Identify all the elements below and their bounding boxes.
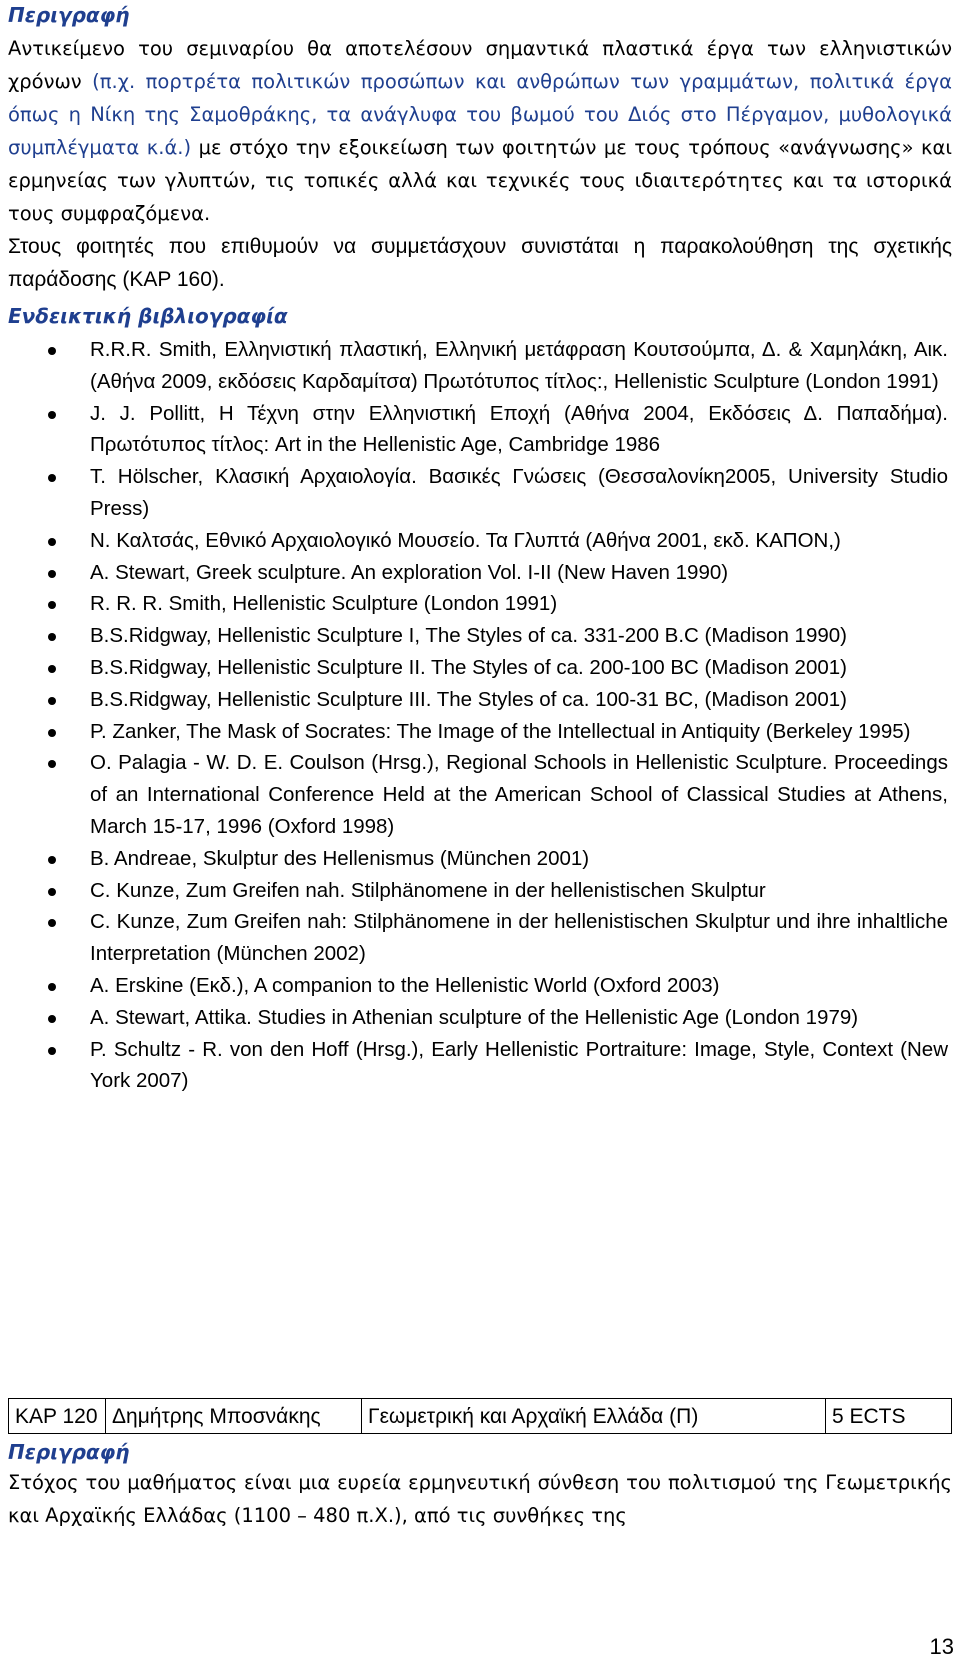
bullet-icon <box>48 697 56 705</box>
bullet-icon <box>48 983 56 991</box>
description-examples: (π.χ. πορτρέτα πολιτικών προσώπων και ανθρώπων των γραμμάτων, πολιτικά έργα όπως η Νίκη της Σαμοθράκης, τα ανάγλυφα του βωμού του Διός στο Πέργαμον, μυθολογικά συμπλέγματα κ.ά.) <box>8 70 952 159</box>
bibliography-item <box>8 588 948 620</box>
bibliography-item <box>8 652 948 684</box>
bibliography-section <box>8 304 952 1097</box>
bibliography-item <box>8 843 948 875</box>
course-title: Γεωμετρική και Αρχαϊκή Ελλάδα (Π) <box>362 1399 826 1433</box>
bibliography-list <box>8 334 952 1097</box>
bibliography-text: A. Stewart, Greek sculpture. An exploration Vol. I-II (New Haven 1990) <box>90 560 729 584</box>
bibliography-text: J. J. Pollitt, Η Τέχνη στην Ελληνιστική Εποχή (Αθήνα 2004, Εκδόσεις Δ. Παπαδήμα). Πρωτότυπος τίτλος: Art in the Hellenistic Age, Cambridge 1986 <box>90 401 948 457</box>
bibliography-item <box>8 1034 948 1098</box>
bullet-icon <box>48 633 56 641</box>
bullet-icon <box>48 538 56 546</box>
bullet-icon <box>48 856 56 864</box>
bullet-icon <box>48 601 56 609</box>
bibliography-item <box>8 970 948 1002</box>
prerequisite-note: Στους φοιτητές που επιθυμούν να συμμετάσχουν συνιστάται η παρακολούθηση της σχετικής παράδοσης (ΚΑΡ 160). <box>8 235 952 291</box>
bibliography-text: P. Schultz - R. von den Hoff (Hrsg.), Early Hellenistic Portraiture: Image, Style, Context (New York 2007) <box>90 1037 948 1093</box>
bibliography-text: A. Erskine (Εκδ.), A companion to the Hellenistic World (Oxford 2003) <box>90 973 720 997</box>
section-description-2 <box>8 1440 952 1532</box>
bullet-icon <box>48 474 56 482</box>
bibliography-text: C. Kunze, Zum Greifen nah. Stilphänomene in der hellenistischen Skulptur <box>90 878 766 902</box>
bibliography-item <box>8 747 948 842</box>
bibliography-text: A. Stewart, Attika. Studies in Athenian sculpture of the Hellenistic Age (London 1979) <box>90 1005 859 1029</box>
bullet-icon <box>48 919 56 927</box>
bullet-icon <box>48 570 56 578</box>
bullet-icon <box>48 888 56 896</box>
bibliography-item <box>8 557 948 589</box>
bibliography-text: Ν. Καλτσάς, Εθνικό Αρχαιολογικό Μουσείο. Τα Γλυπτά (Αθήνα 2001, εκδ. ΚΑΠΟΝ,) <box>90 528 841 552</box>
section-heading: Περιγραφή <box>8 3 130 27</box>
bibliography-item <box>8 461 948 525</box>
bibliography-item <box>8 398 948 462</box>
section-description-1 <box>8 3 952 296</box>
bibliography-item <box>8 334 948 398</box>
course-instructor: Δημήτρης Μποσνάκης <box>106 1399 362 1433</box>
description-text-end: με στόχο την εξοικείωση των φοιτητών με τους τρόπους «ανάγνωσης» και ερμηνείας των γλυπτών, τις τοπικές αλλά και τεχνικές τους ιδιαιτερότητες και τα ιστορικά τους συμφραζόμενα. <box>8 136 952 225</box>
bullet-icon <box>48 760 56 768</box>
bullet-icon <box>48 1015 56 1023</box>
bibliography-text: B. Andreae, Skulptur des Hellenismus (München 2001) <box>90 846 590 870</box>
bibliography-item <box>8 525 948 557</box>
bullet-icon <box>48 665 56 673</box>
bibliography-text: P. Zanker, The Mask of Socrates: The Image of the Intellectual in Antiquity (Berkeley 1995) <box>90 719 911 743</box>
bullet-icon <box>48 729 56 737</box>
bibliography-item <box>8 1002 948 1034</box>
bibliography-item <box>8 716 948 748</box>
bibliography-item <box>8 906 948 970</box>
bibliography-text: C. Kunze, Zum Greifen nah: Stilphänomene in der hellenistischen Skulptur und ihre inhaltliche Interpretation (München 2002) <box>90 910 948 966</box>
bullet-icon <box>48 347 56 355</box>
bibliography-text: O. Palagia - W. D. E. Coulson (Hrsg.), Regional Schools in Hellenistic Sculpture. Proceedings of an International Conference Held at the American School of Classical Studies at Athens, March 15-17, 1996 (Oxford 1998) <box>90 751 948 838</box>
description-text-start: Αντικείμενο του σεμιναρίου θα αποτελέσουν σημαντικά πλαστικά έργα των ελληνιστικών χρόνων <box>8 37 952 93</box>
course-code: ΚΑΡ 120 <box>9 1399 106 1433</box>
course-credits: 5 ECTS <box>832 1405 906 1428</box>
bibliography-heading: Ενδεικτική βιβλιογραφία <box>8 304 288 328</box>
bullet-icon <box>48 1047 56 1055</box>
section-heading-2: Περιγραφή <box>8 1440 130 1464</box>
page-number: 13 <box>929 1634 954 1659</box>
bullet-icon <box>48 411 56 419</box>
bibliography-text: B.S.Ridgway, Hellenistic Sculpture III. The Styles of ca. 100-31 BC, (Madison 2001) <box>90 687 847 711</box>
bibliography-text: R.R.R. Smith, Ελληνιστική πλαστική, Ελληνική μετάφραση Κουτσούμπα, Δ. & Χαμηλάκη, Αικ. (Αθήνα 2009, εκδόσεις Καρδαμίτσα) Πρωτότυπος τίτλος:, Hellenistic Sculpture (London 1991) <box>90 338 948 393</box>
description-paragraph-2: Στόχος του μαθήματος είναι μια ευρεία ερμηνευτική σύνθεση του πολιτισμού της Γεωμετρικής και Αρχαϊκής Ελλάδας (1100 – 480 π.Χ.), από τις συνθήκες της <box>8 1471 952 1527</box>
course-info-table <box>8 1398 952 1434</box>
bibliography-text: R. R. R. Smith, Hellenistic Sculpture (London 1991) <box>90 592 558 616</box>
bibliography-item <box>8 620 948 652</box>
bibliography-text: B.S.Ridgway, Hellenistic Sculpture II. The Styles of ca. 200-100 BC (Madison 2001) <box>90 655 847 679</box>
bibliography-item <box>8 684 948 716</box>
bibliography-item <box>8 875 948 907</box>
description-paragraph <box>8 32 952 230</box>
bibliography-text: B.S.Ridgway, Hellenistic Sculpture I, The Styles of ca. 331-200 B.C (Madison 1990) <box>90 624 847 648</box>
bibliography-text: T. Hölscher, Κλασική Αρχαιολογία. Βασικές Γνώσεις (Θεσσαλονίκη2005, University Studio Press) <box>90 465 948 520</box>
